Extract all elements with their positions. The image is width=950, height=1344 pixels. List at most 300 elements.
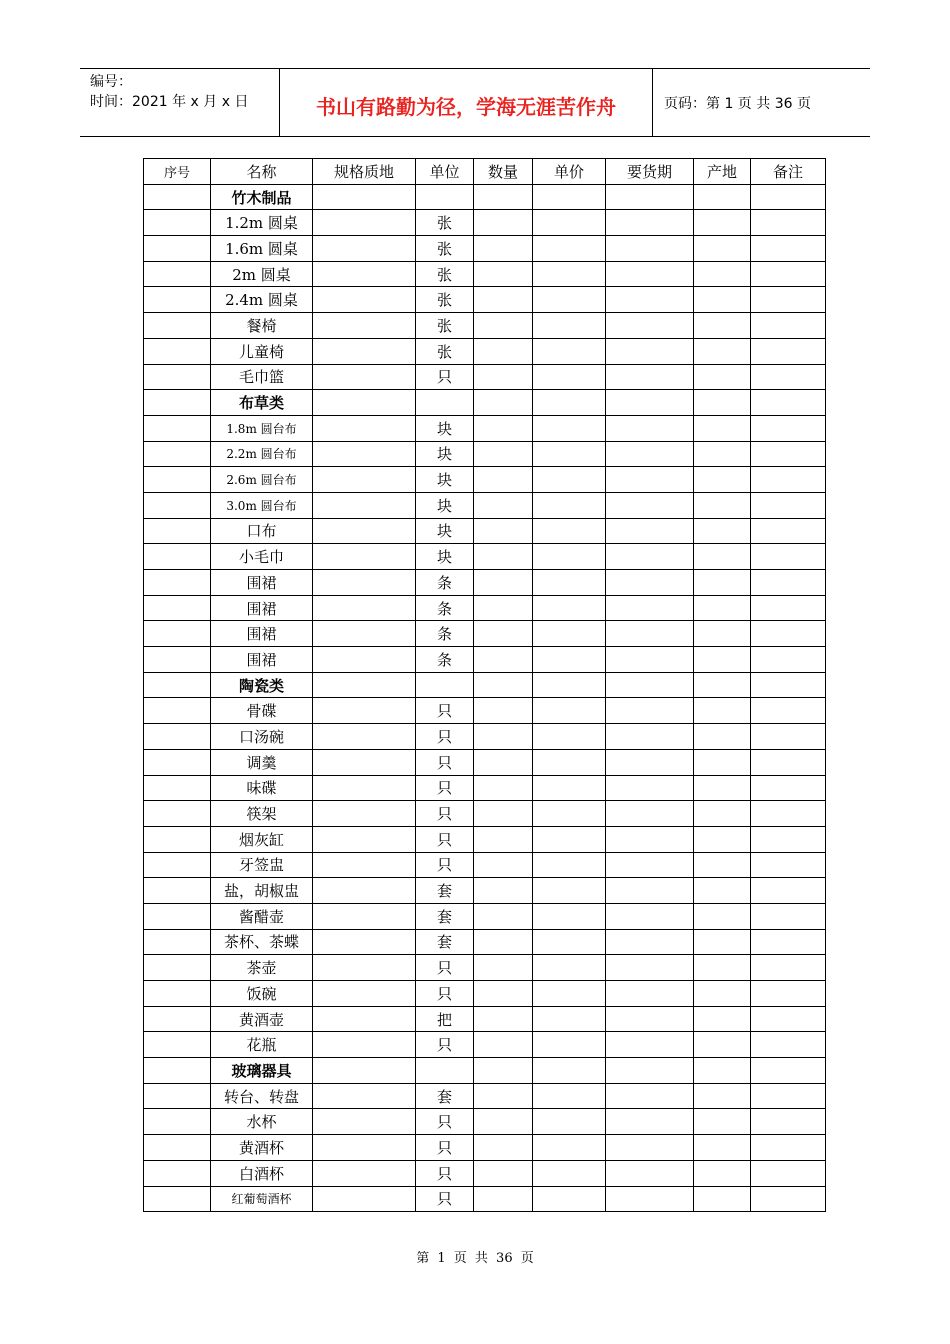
cell-quantity [474, 1032, 533, 1058]
cell-price [533, 313, 606, 339]
cell-index [144, 518, 211, 544]
cell-name: 陶瓷类 [211, 672, 313, 698]
cell-quantity [474, 415, 533, 441]
cell-unit: 张 [416, 313, 474, 339]
cell-quantity [474, 647, 533, 673]
cell-name: 调羹 [211, 749, 313, 775]
cell-origin [694, 236, 751, 262]
cell-quantity [474, 981, 533, 1007]
cell-origin [694, 544, 751, 570]
cell-due-date [606, 492, 694, 518]
cell-spec [313, 544, 416, 570]
cell-index [144, 1135, 211, 1161]
cell-price [533, 749, 606, 775]
cell-remarks [751, 878, 826, 904]
cell-name: 3.0m 圆台布 [211, 492, 313, 518]
cell-remarks [751, 749, 826, 775]
table-row [144, 929, 826, 955]
cell-origin [694, 390, 751, 416]
cell-spec [313, 929, 416, 955]
cell-unit: 只 [416, 1186, 474, 1212]
cell-price [533, 647, 606, 673]
cell-name: 1.2m 圆桌 [211, 210, 313, 236]
cell-name: 围裙 [211, 621, 313, 647]
table-row [144, 570, 826, 596]
cell-index [144, 492, 211, 518]
cell-due-date [606, 672, 694, 698]
cell-quantity [474, 1006, 533, 1032]
cell-remarks [751, 981, 826, 1007]
cell-remarks [751, 1135, 826, 1161]
table-row [144, 518, 826, 544]
table-row [144, 621, 826, 647]
cell-due-date [606, 467, 694, 493]
cell-index [144, 1083, 211, 1109]
cell-due-date [606, 775, 694, 801]
cell-price [533, 1135, 606, 1161]
page-info-text: 页码：第 1 页 共 36 页 [664, 95, 811, 112]
cell-spec [313, 236, 416, 262]
cell-unit: 把 [416, 1006, 474, 1032]
cell-name: 口布 [211, 518, 313, 544]
cell-unit: 只 [416, 1109, 474, 1135]
cell-unit: 只 [416, 724, 474, 750]
cell-unit: 张 [416, 287, 474, 313]
cell-remarks [751, 621, 826, 647]
cell-name: 围裙 [211, 647, 313, 673]
cell-remarks [751, 570, 826, 596]
cell-unit: 套 [416, 903, 474, 929]
cell-quantity [474, 1186, 533, 1212]
cell-price [533, 1186, 606, 1212]
table-row [144, 749, 826, 775]
table-row [144, 467, 826, 493]
cell-index [144, 261, 211, 287]
cell-name: 水杯 [211, 1109, 313, 1135]
cell-quantity [474, 595, 533, 621]
cell-quantity [474, 929, 533, 955]
cell-spec [313, 1109, 416, 1135]
cell-name: 饭碗 [211, 981, 313, 1007]
cell-price [533, 724, 606, 750]
cell-due-date [606, 338, 694, 364]
table-row [144, 1160, 826, 1186]
cell-origin [694, 981, 751, 1007]
cell-origin [694, 724, 751, 750]
cell-due-date [606, 570, 694, 596]
cell-unit: 条 [416, 647, 474, 673]
cell-quantity [474, 1135, 533, 1161]
cell-unit: 条 [416, 621, 474, 647]
cell-index [144, 595, 211, 621]
cell-spec [313, 1058, 416, 1084]
cell-unit: 只 [416, 955, 474, 981]
cell-index [144, 184, 211, 210]
table-row [144, 261, 826, 287]
cell-quantity [474, 1083, 533, 1109]
cell-remarks [751, 903, 826, 929]
cell-quantity [474, 236, 533, 262]
cell-price [533, 1006, 606, 1032]
cell-remarks [751, 313, 826, 339]
category-row [144, 184, 826, 210]
cell-origin [694, 1109, 751, 1135]
table-row [144, 364, 826, 390]
cell-remarks [751, 595, 826, 621]
cell-spec [313, 1186, 416, 1212]
cell-quantity [474, 390, 533, 416]
cell-origin [694, 698, 751, 724]
cell-spec [313, 364, 416, 390]
cell-due-date [606, 981, 694, 1007]
cell-name: 2.6m 圆台布 [211, 467, 313, 493]
cell-name: 味碟 [211, 775, 313, 801]
cell-remarks [751, 955, 826, 981]
cell-quantity [474, 903, 533, 929]
table-row [144, 801, 826, 827]
cell-price [533, 415, 606, 441]
cell-quantity [474, 1058, 533, 1084]
cell-unit: 只 [416, 826, 474, 852]
cell-origin [694, 1032, 751, 1058]
cell-index [144, 852, 211, 878]
cell-origin [694, 775, 751, 801]
cell-origin [694, 467, 751, 493]
col-header-unit: 单位 [416, 159, 474, 185]
cell-name: 白酒杯 [211, 1160, 313, 1186]
table-row [144, 981, 826, 1007]
cell-remarks [751, 415, 826, 441]
cell-index [144, 210, 211, 236]
cell-name: 小毛巾 [211, 544, 313, 570]
table-row [144, 903, 826, 929]
cell-origin [694, 364, 751, 390]
cell-name: 茶壶 [211, 955, 313, 981]
cell-spec [313, 698, 416, 724]
table-row [144, 441, 826, 467]
cell-origin [694, 1186, 751, 1212]
cell-remarks [751, 929, 826, 955]
cell-spec [313, 749, 416, 775]
cell-due-date [606, 903, 694, 929]
category-row [144, 390, 826, 416]
number-label: 编号： [90, 74, 132, 90]
cell-unit: 套 [416, 929, 474, 955]
table-row [144, 236, 826, 262]
inventory-table [143, 158, 826, 1212]
table-row [144, 1135, 826, 1161]
cell-name: 盐，胡椒盅 [211, 878, 313, 904]
table-header-row [144, 159, 826, 185]
col-header-index: 序号 [144, 159, 211, 185]
col-header-price: 单价 [533, 159, 606, 185]
table-row [144, 878, 826, 904]
cell-remarks [751, 1032, 826, 1058]
cell-price [533, 698, 606, 724]
cell-due-date [606, 801, 694, 827]
cell-price [533, 955, 606, 981]
cell-index [144, 1058, 211, 1084]
header-page-info [653, 69, 870, 136]
cell-spec [313, 672, 416, 698]
cell-origin [694, 878, 751, 904]
cell-index [144, 415, 211, 441]
cell-quantity [474, 878, 533, 904]
cell-price [533, 621, 606, 647]
cell-due-date [606, 184, 694, 210]
cell-price [533, 929, 606, 955]
cell-origin [694, 903, 751, 929]
cell-index [144, 544, 211, 570]
cell-remarks [751, 647, 826, 673]
cell-spec [313, 878, 416, 904]
cell-quantity [474, 621, 533, 647]
cell-remarks [751, 672, 826, 698]
cell-due-date [606, 1109, 694, 1135]
cell-quantity [474, 261, 533, 287]
cell-due-date [606, 1032, 694, 1058]
table-row [144, 595, 826, 621]
cell-price [533, 595, 606, 621]
cell-origin [694, 1135, 751, 1161]
cell-index [144, 826, 211, 852]
cell-unit: 只 [416, 981, 474, 1007]
cell-name: 围裙 [211, 570, 313, 596]
cell-unit: 只 [416, 775, 474, 801]
cell-name: 毛巾篮 [211, 364, 313, 390]
cell-origin [694, 955, 751, 981]
cell-name: 骨碟 [211, 698, 313, 724]
table-row [144, 1006, 826, 1032]
cell-price [533, 852, 606, 878]
cell-origin [694, 492, 751, 518]
cell-spec [313, 595, 416, 621]
cell-quantity [474, 570, 533, 596]
cell-unit: 块 [416, 441, 474, 467]
cell-index [144, 1006, 211, 1032]
cell-spec [313, 1006, 416, 1032]
cell-name: 竹木制品 [211, 184, 313, 210]
cell-remarks [751, 1058, 826, 1084]
cell-spec [313, 390, 416, 416]
cell-origin [694, 415, 751, 441]
cell-price [533, 544, 606, 570]
cell-index [144, 724, 211, 750]
cell-remarks [751, 236, 826, 262]
table-row [144, 724, 826, 750]
table-row [144, 1186, 826, 1212]
cell-name: 2.2m 圆台布 [211, 441, 313, 467]
cell-index [144, 801, 211, 827]
cell-price [533, 878, 606, 904]
cell-index [144, 441, 211, 467]
cell-index [144, 467, 211, 493]
cell-quantity [474, 749, 533, 775]
cell-index [144, 1186, 211, 1212]
cell-remarks [751, 364, 826, 390]
cell-index [144, 749, 211, 775]
cell-remarks [751, 492, 826, 518]
cell-spec [313, 287, 416, 313]
cell-price [533, 441, 606, 467]
cell-quantity [474, 724, 533, 750]
cell-spec [313, 338, 416, 364]
cell-spec [313, 313, 416, 339]
cell-spec [313, 210, 416, 236]
cell-name: 儿童椅 [211, 338, 313, 364]
cell-quantity [474, 672, 533, 698]
cell-unit: 块 [416, 492, 474, 518]
cell-origin [694, 338, 751, 364]
cell-remarks [751, 467, 826, 493]
cell-origin [694, 261, 751, 287]
cell-spec [313, 492, 416, 518]
cell-origin [694, 210, 751, 236]
cell-index [144, 955, 211, 981]
cell-spec [313, 801, 416, 827]
cell-quantity [474, 338, 533, 364]
cell-remarks [751, 287, 826, 313]
cell-price [533, 1032, 606, 1058]
cell-price [533, 210, 606, 236]
cell-name: 围裙 [211, 595, 313, 621]
cell-unit: 只 [416, 1135, 474, 1161]
cell-price [533, 826, 606, 852]
cell-index [144, 390, 211, 416]
cell-due-date [606, 852, 694, 878]
cell-remarks [751, 210, 826, 236]
cell-due-date [606, 749, 694, 775]
cell-unit: 套 [416, 1083, 474, 1109]
cell-index [144, 775, 211, 801]
cell-name: 黄酒壶 [211, 1006, 313, 1032]
cell-name: 口汤碗 [211, 724, 313, 750]
cell-index [144, 698, 211, 724]
cell-spec [313, 1160, 416, 1186]
cell-price [533, 1058, 606, 1084]
cell-name: 烟灰缸 [211, 826, 313, 852]
cell-due-date [606, 929, 694, 955]
cell-index [144, 236, 211, 262]
cell-index [144, 338, 211, 364]
cell-unit: 套 [416, 878, 474, 904]
cell-quantity [474, 210, 533, 236]
col-header-remarks: 备注 [751, 159, 826, 185]
cell-unit: 条 [416, 595, 474, 621]
cell-remarks [751, 1109, 826, 1135]
cell-remarks [751, 852, 826, 878]
cell-quantity [474, 467, 533, 493]
cell-name: 花瓶 [211, 1032, 313, 1058]
cell-remarks [751, 338, 826, 364]
cell-origin [694, 801, 751, 827]
cell-origin [694, 287, 751, 313]
table-row [144, 1083, 826, 1109]
cell-spec [313, 518, 416, 544]
cell-due-date [606, 210, 694, 236]
cell-unit: 条 [416, 570, 474, 596]
cell-index [144, 903, 211, 929]
cell-name: 酱醋壶 [211, 903, 313, 929]
cell-quantity [474, 775, 533, 801]
cell-remarks [751, 390, 826, 416]
cell-name: 布草类 [211, 390, 313, 416]
cell-index [144, 672, 211, 698]
cell-price [533, 518, 606, 544]
cell-unit: 块 [416, 415, 474, 441]
cell-name: 转台、转盘 [211, 1083, 313, 1109]
cell-origin [694, 1006, 751, 1032]
cell-due-date [606, 1186, 694, 1212]
cell-name: 茶杯、茶蝶 [211, 929, 313, 955]
col-header-spec: 规格质地 [313, 159, 416, 185]
cell-quantity [474, 441, 533, 467]
cell-spec [313, 261, 416, 287]
cell-remarks [751, 1186, 826, 1212]
table-row [144, 492, 826, 518]
cell-price [533, 184, 606, 210]
cell-index [144, 878, 211, 904]
cell-quantity [474, 313, 533, 339]
cell-remarks [751, 801, 826, 827]
cell-unit [416, 184, 474, 210]
cell-index [144, 981, 211, 1007]
cell-unit: 块 [416, 518, 474, 544]
cell-unit: 只 [416, 801, 474, 827]
cell-price [533, 236, 606, 262]
cell-quantity [474, 287, 533, 313]
cell-unit: 只 [416, 364, 474, 390]
cell-remarks [751, 261, 826, 287]
cell-unit: 只 [416, 1032, 474, 1058]
cell-price [533, 981, 606, 1007]
cell-origin [694, 852, 751, 878]
cell-name: 筷架 [211, 801, 313, 827]
cell-price [533, 775, 606, 801]
cell-spec [313, 775, 416, 801]
cell-remarks [751, 775, 826, 801]
cell-origin [694, 1083, 751, 1109]
cell-due-date [606, 390, 694, 416]
cell-price [533, 672, 606, 698]
cell-quantity [474, 492, 533, 518]
cell-origin [694, 184, 751, 210]
table-row [144, 955, 826, 981]
cell-price [533, 1160, 606, 1186]
time-label: 时间：2021 年 x 月 x 日 [90, 94, 249, 110]
cell-spec [313, 826, 416, 852]
cell-price [533, 287, 606, 313]
cell-due-date [606, 724, 694, 750]
cell-quantity [474, 1160, 533, 1186]
table-body [144, 184, 826, 1212]
table-row [144, 826, 826, 852]
cell-origin [694, 595, 751, 621]
cell-due-date [606, 544, 694, 570]
cell-unit: 张 [416, 210, 474, 236]
cell-spec [313, 467, 416, 493]
cell-spec [313, 415, 416, 441]
cell-unit: 张 [416, 338, 474, 364]
cell-unit: 只 [416, 1160, 474, 1186]
cell-price [533, 570, 606, 596]
motto-text: 书山有路勤为径，学海无涯苦作舟 [316, 95, 616, 119]
col-header-quantity: 数量 [474, 159, 533, 185]
header-meta [80, 69, 280, 136]
cell-name: 黄酒杯 [211, 1135, 313, 1161]
cell-remarks [751, 1160, 826, 1186]
table-row [144, 775, 826, 801]
